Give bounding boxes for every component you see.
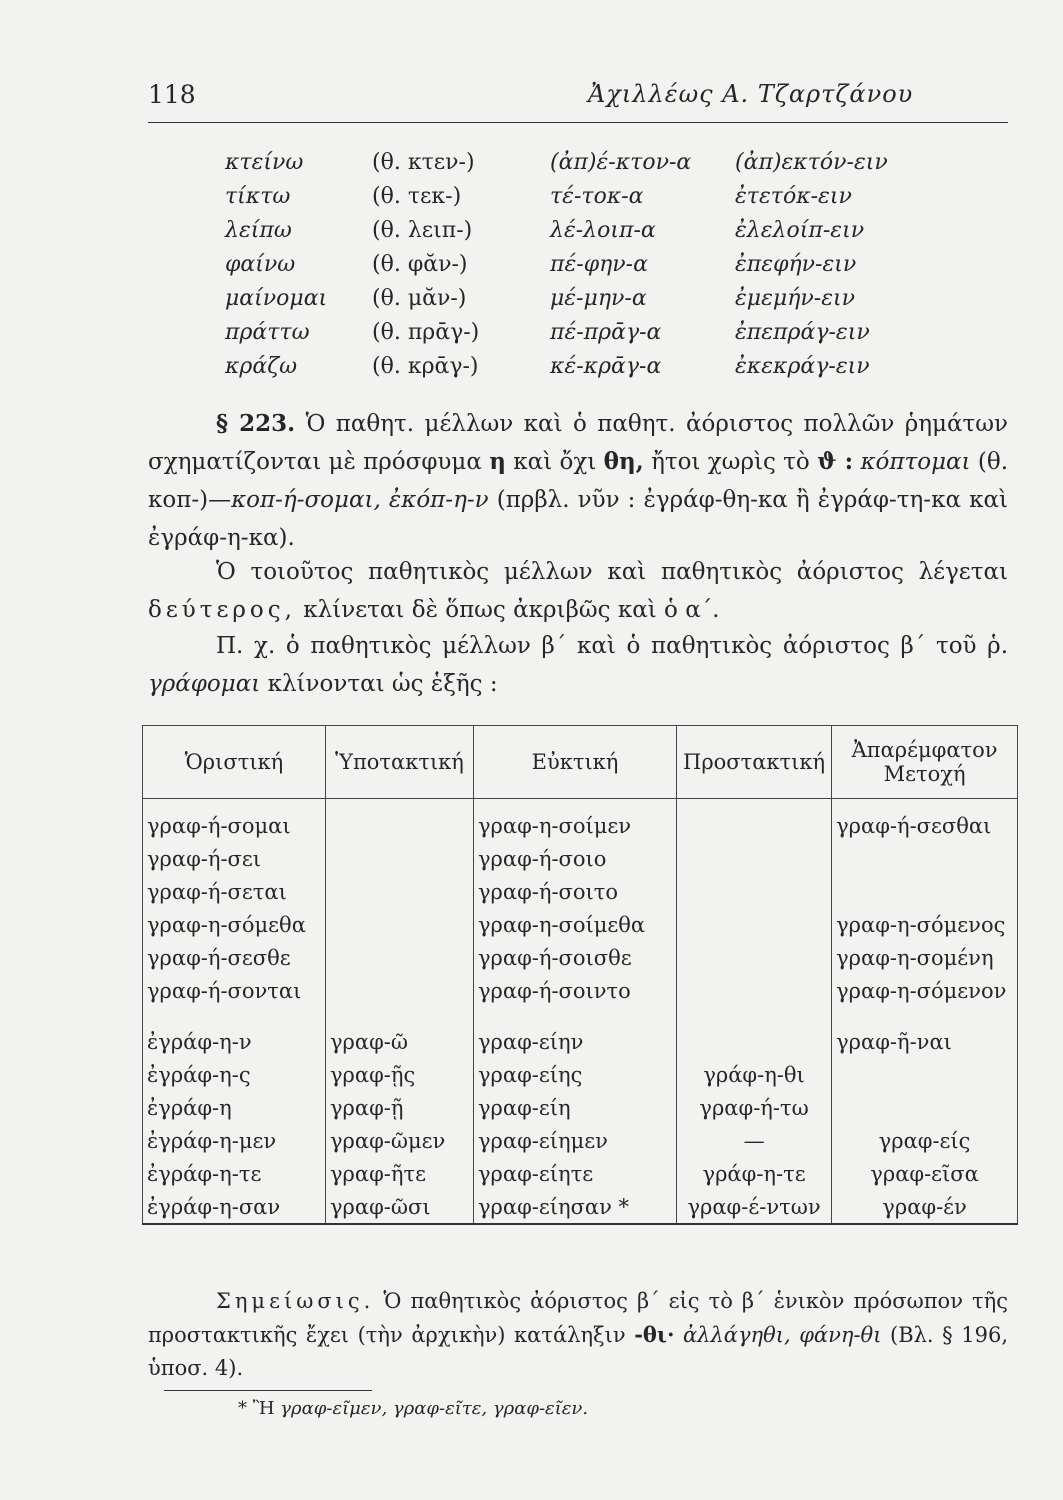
- verb-row: [0, 320, 1063, 354]
- footnote-marker: * Ἢ: [238, 1398, 275, 1419]
- cell-imperative: [677, 875, 832, 908]
- note-label: Σημείωσις.: [216, 1289, 375, 1313]
- p3-start: Π. χ. ὁ παθητικὸς μέλλων β΄ καὶ ὁ παθητικὸς ἀόριστος β΄ τοῦ ῥ.: [216, 633, 1008, 659]
- verb-stem: (θ. φᾰν-): [372, 252, 468, 277]
- table-row: [143, 974, 1018, 1007]
- footnote-rule: [164, 1390, 372, 1391]
- cell-participle: γραφ-η-σόμενον: [832, 974, 1018, 1007]
- table-spacer-row: [143, 1007, 1018, 1025]
- verb-pluperfect: ἐκεκράγ-ειν: [735, 354, 870, 379]
- cell-optative: γραφ-ή-σοιτο: [474, 875, 677, 908]
- page-header: [148, 80, 1008, 120]
- verb-row: [0, 184, 1063, 218]
- note-ref: (Βλ. § 196, ὑποσ. 4).: [148, 1323, 1008, 1380]
- cell-imperative: γραφ-έ-ντων: [677, 1190, 832, 1224]
- verb-perfect: κέ-κρᾱγ-α: [550, 354, 662, 379]
- section-number: § 223.: [216, 410, 296, 437]
- verb-present: φαίνω: [225, 252, 296, 277]
- note-examples: ἀλλάγηθι, φάνη-θι: [682, 1323, 882, 1347]
- verb-pluperfect: (ἀπ)εκτόν-ειν: [735, 150, 888, 175]
- cell-infinitive: γραφ-ή-σεσθαι: [832, 799, 1018, 843]
- conjugation-table: [142, 725, 1018, 1225]
- note-text: [148, 1285, 1008, 1385]
- cell-indicative: γραφ-ή-σεται: [143, 875, 326, 908]
- cell-infinitive: γραφ-ῆ-ναι: [832, 1025, 1018, 1058]
- cell-subjunctive: [326, 842, 474, 875]
- verb-perfect: τέ-τοκ-α: [550, 184, 644, 209]
- without-text: ἤτοι χωρὶς τὸ: [651, 449, 810, 475]
- note-paragraph: [148, 1285, 1008, 1385]
- verb-row: [0, 252, 1063, 286]
- cell-indicative: ἐγράφ-η-ν: [143, 1025, 326, 1058]
- table-row: [143, 1025, 1018, 1058]
- header-optative: Εὐκτική: [474, 726, 677, 799]
- verb-stem: (θ. τεκ-): [372, 184, 462, 209]
- verb-stem: (θ. μᾰν-): [372, 286, 467, 311]
- cell-indicative: γραφ-ή-σεσθε: [143, 941, 326, 974]
- cell-optative: γραφ-η-σοίμεθα: [474, 908, 677, 941]
- example-stem: (θ. κοπ-)—: [148, 449, 1009, 513]
- verb-row: [0, 286, 1063, 320]
- cell-subjunctive: [326, 908, 474, 941]
- verb-list: [0, 150, 1063, 388]
- cell-imperative: [677, 799, 832, 843]
- cell-participle: [832, 842, 1018, 875]
- cell-imperative: [677, 842, 832, 875]
- cell-participle: [832, 1091, 1018, 1124]
- p2-start: Ὁ τοιοῦτος παθητικὸς μέλλων καὶ παθητικὸς ἀόριστος λέγεται: [216, 559, 1008, 585]
- cell-participle: [832, 875, 1018, 908]
- cell-optative: γραφ-είην: [474, 1025, 677, 1058]
- verb-row: [0, 354, 1063, 388]
- third-paragraph: [148, 627, 1008, 703]
- header-infinitive-participle: [832, 726, 1018, 799]
- verb-present: κράζω: [225, 354, 298, 379]
- example-forms: κοπ-ή-σομαι, ἐκόπ-η-ν: [231, 487, 489, 513]
- table-row: [143, 875, 1018, 908]
- cell-imperative: —: [677, 1124, 832, 1157]
- verb-pluperfect: ἐλελοίπ-ειν: [735, 218, 865, 243]
- cell-participle: γραφ-η-σόμενος: [832, 908, 1018, 941]
- verb-present: κτείνω: [225, 150, 304, 175]
- verb-present: τίκτω: [225, 184, 291, 209]
- section-223-paragraph: [148, 405, 1008, 557]
- table-row: [143, 799, 1018, 843]
- theta-letter: ϑ :: [817, 448, 854, 475]
- cell-imperative: [677, 1025, 832, 1058]
- header-infinitive: Ἀπαρέμφατον: [851, 738, 998, 762]
- cell-optative: γραφ-είησαν *: [474, 1190, 677, 1224]
- header-imperative: Προστακτική: [677, 726, 832, 799]
- verb-perfect: μέ-μην-α: [550, 286, 647, 311]
- cell-subjunctive: [326, 875, 474, 908]
- footnote: [238, 1398, 588, 1419]
- header-subjunctive: Ὑποτακτική: [326, 726, 474, 799]
- table-row: [143, 1190, 1018, 1224]
- cell-subjunctive: [326, 941, 474, 974]
- verb-pluperfect: ἐπεφήν-ειν: [735, 252, 857, 277]
- cell-indicative: ἐγράφ-η-μεν: [143, 1124, 326, 1157]
- verb-pluperfect: ἐτετόκ-ειν: [735, 184, 852, 209]
- section-title: Ὁ παθητ. μέλλων καὶ ὁ παθητ. ἀόριστος πολλῶν ῥημάτων σχηματίζονται μὲ πρόσφυμα: [148, 411, 1008, 475]
- eta-suffix: η: [489, 448, 506, 475]
- cell-indicative: γραφ-ή-σομαι: [143, 799, 326, 843]
- cell-imperative: γράφ-η-θι: [677, 1058, 832, 1091]
- and-not-text: καὶ ὄχι: [513, 449, 597, 475]
- verb-stem: (θ. κτεν-): [372, 150, 475, 175]
- cell-optative: γραφ-ή-σοιντο: [474, 974, 677, 1007]
- second-paragraph: [148, 553, 1008, 629]
- theta-eta-suffix: θη,: [603, 448, 644, 475]
- cell-subjunctive: γραφ-ῇ: [326, 1091, 474, 1124]
- cell-imperative: γραφ-ή-τω: [677, 1091, 832, 1124]
- cell-imperative: γράφ-η-τε: [677, 1157, 832, 1190]
- p2-spaced-word: δεύτερος,: [148, 597, 296, 623]
- cell-participle: [832, 1058, 1018, 1091]
- cell-optative: γραφ-ή-σοισθε: [474, 941, 677, 974]
- header-indicative: Ὁριστική: [143, 726, 326, 799]
- p3-verb: γράφομαι: [148, 671, 261, 697]
- cell-optative: γραφ-είης: [474, 1058, 677, 1091]
- compare-text: (πρβλ. νῦν : ἐγράφ-θη-κα ἢ ἐγράφ-τη-κα καὶ ἐγράφ-η-κα).: [148, 487, 1009, 551]
- verb-pluperfect: ἐμεμήν-ειν: [735, 286, 856, 311]
- footnote-text: γραφ-εῖμεν, γραφ-εῖτε, γραφ-εῖεν.: [280, 1398, 589, 1419]
- verb-perfect: πέ-πρᾱγ-α: [550, 320, 662, 345]
- page-number: 118: [148, 80, 196, 109]
- cell-optative: γραφ-είημεν: [474, 1124, 677, 1157]
- table-row: [143, 1124, 1018, 1157]
- verb-stem: (θ. κρᾱγ-): [372, 354, 479, 379]
- verb-present: μαίνομαι: [225, 286, 328, 311]
- p3-end: κλίνονται ὡς ἑξῆς :: [267, 671, 498, 697]
- cell-participle: γραφ-η-σομένη: [832, 941, 1018, 974]
- table-row: [143, 908, 1018, 941]
- cell-optative: γραφ-είη: [474, 1091, 677, 1124]
- verb-stem: (θ. πρᾱγ-): [372, 320, 480, 345]
- verb-perfect: (ἀπ)έ-κτον-α: [550, 150, 692, 175]
- verb-present: πράττω: [225, 320, 310, 345]
- cell-indicative: γραφ-η-σόμεθα: [143, 908, 326, 941]
- cell-optative: γραφ-η-σοίμεν: [474, 799, 677, 843]
- header-rule: [148, 122, 1008, 123]
- verb-present: λείπω: [225, 218, 292, 243]
- note-body: Ὁ παθητικὸς ἀόριστος β΄ εἰς τὸ β΄ ἑνικὸν πρόσωπον τῆς προστακτικῆς ἔχει (τὴν ἀρχικὴν) κατάληξιν: [148, 1289, 1008, 1347]
- header-participle: Μετοχή: [883, 762, 966, 786]
- running-title: Ἀχιλλέως Α. Τζαρτζάνου: [588, 80, 914, 108]
- cell-optative: γραφ-ή-σοιο: [474, 842, 677, 875]
- verb-stem: (θ. λειπ-): [372, 218, 473, 243]
- cell-imperative: [677, 941, 832, 974]
- cell-indicative: ἐγράφ-η-σαν: [143, 1190, 326, 1224]
- cell-indicative: γραφ-ή-σει: [143, 842, 326, 875]
- cell-indicative: ἐγράφ-η-ς: [143, 1058, 326, 1091]
- verb-row: [0, 150, 1063, 184]
- verb-perfect: λέ-λοιπ-α: [550, 218, 656, 243]
- cell-indicative: γραφ-ή-σονται: [143, 974, 326, 1007]
- cell-optative: γραφ-είητε: [474, 1157, 677, 1190]
- table-row: [143, 1157, 1018, 1190]
- verb-perfect: πέ-φην-α: [550, 252, 648, 277]
- example-verb: κόπτομαι: [860, 449, 971, 475]
- cell-imperative: [677, 908, 832, 941]
- cell-imperative: [677, 974, 832, 1007]
- cell-subjunctive: [326, 974, 474, 1007]
- note-ending: -θι·: [634, 1322, 675, 1347]
- table-row: [143, 941, 1018, 974]
- verb-pluperfect: ἐπεπράγ-ειν: [735, 320, 870, 345]
- cell-subjunctive: γραφ-ῇς: [326, 1058, 474, 1091]
- table-header-row: [143, 726, 1018, 799]
- cell-indicative: ἐγράφ-η: [143, 1091, 326, 1124]
- verb-row: [0, 218, 1063, 252]
- cell-participle: γραφ-είς: [832, 1124, 1018, 1157]
- table-row: [143, 1091, 1018, 1124]
- cell-subjunctive: [326, 799, 474, 843]
- cell-subjunctive: γραφ-ῶμεν: [326, 1124, 474, 1157]
- cell-subjunctive: γραφ-ῆτε: [326, 1157, 474, 1190]
- p2-end: κλίνεται δὲ ὅπως ἀκριβῶς καὶ ὁ α΄.: [303, 597, 720, 623]
- table-row: [143, 842, 1018, 875]
- cell-subjunctive: γραφ-ῶ: [326, 1025, 474, 1058]
- table-row: [143, 1058, 1018, 1091]
- cell-subjunctive: γραφ-ῶσι: [326, 1190, 474, 1224]
- cell-participle: γραφ-έν: [832, 1190, 1018, 1224]
- cell-indicative: ἐγράφ-η-τε: [143, 1157, 326, 1190]
- cell-participle: γραφ-εῖσα: [832, 1157, 1018, 1190]
